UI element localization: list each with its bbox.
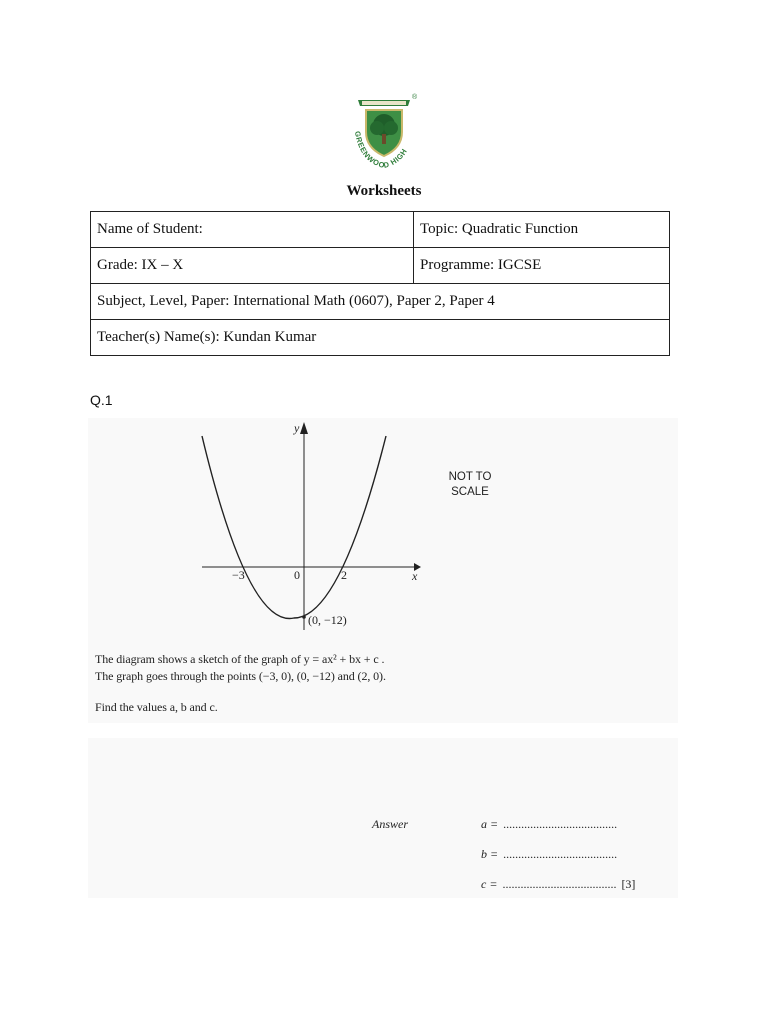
- answer-b-line: [481, 847, 617, 862]
- y-axis-arrow-icon: [300, 422, 308, 434]
- point-y-intercept: [302, 615, 306, 619]
- svg-text:®: ®: [412, 94, 418, 101]
- answer-b-label: b =: [481, 847, 499, 861]
- school-logo: [344, 92, 424, 174]
- x-axis-label: x: [412, 569, 418, 583]
- page-title: Worksheets: [346, 183, 422, 199]
- answer-b-blank[interactable]: ......................................: [503, 847, 618, 861]
- question-label: Q.1: [90, 392, 113, 408]
- question-text-line2: The graph goes through the points (−3, 0), (0, −12) and (2, 0).: [95, 669, 386, 683]
- answer-label: Answer: [372, 817, 408, 831]
- name-of-student-cell: Name of Student:: [91, 212, 414, 248]
- subject-cell: Subject, Level, Paper: International Math (0607), Paper 2, Paper 4: [91, 284, 670, 320]
- teacher-cell: Teacher(s) Name(s): Kundan Kumar: [91, 320, 670, 356]
- question-text-line1: The diagram shows a sketch of the graph of y = ax² + bx + c .: [95, 652, 385, 666]
- answer-a-label: a =: [481, 817, 499, 831]
- answer-a-line: [481, 817, 617, 832]
- question-text-line3: Find the values a, b and c.: [95, 700, 218, 714]
- answer-a-blank[interactable]: ......................................: [503, 817, 618, 831]
- topic-cell: Topic: Quadratic Function: [414, 212, 670, 248]
- grade-cell: Grade: IX – X: [91, 248, 414, 284]
- point-label: (0, −12): [308, 613, 347, 627]
- answer-c-blank[interactable]: ......................................: [502, 877, 617, 891]
- tick-label-2: 2: [341, 568, 347, 582]
- marks-label: [3]: [621, 877, 636, 891]
- greenwood-high-crest-icon: [344, 92, 424, 174]
- logo-text: GREENWOOD HIGH: [352, 130, 410, 171]
- answer-c-label: c =: [481, 877, 498, 891]
- tick-label-neg3: −3: [232, 568, 245, 582]
- parabola-curve: [202, 436, 386, 618]
- answer-c-line: [481, 877, 635, 892]
- not-to-scale-note: NOT TO SCALE: [448, 471, 492, 498]
- programme-cell: Programme: IGCSE: [414, 248, 670, 284]
- y-axis-label: y: [294, 421, 300, 435]
- student-info-table: [90, 211, 670, 356]
- tick-label-0: 0: [294, 568, 300, 582]
- parabola-graph: [190, 418, 430, 640]
